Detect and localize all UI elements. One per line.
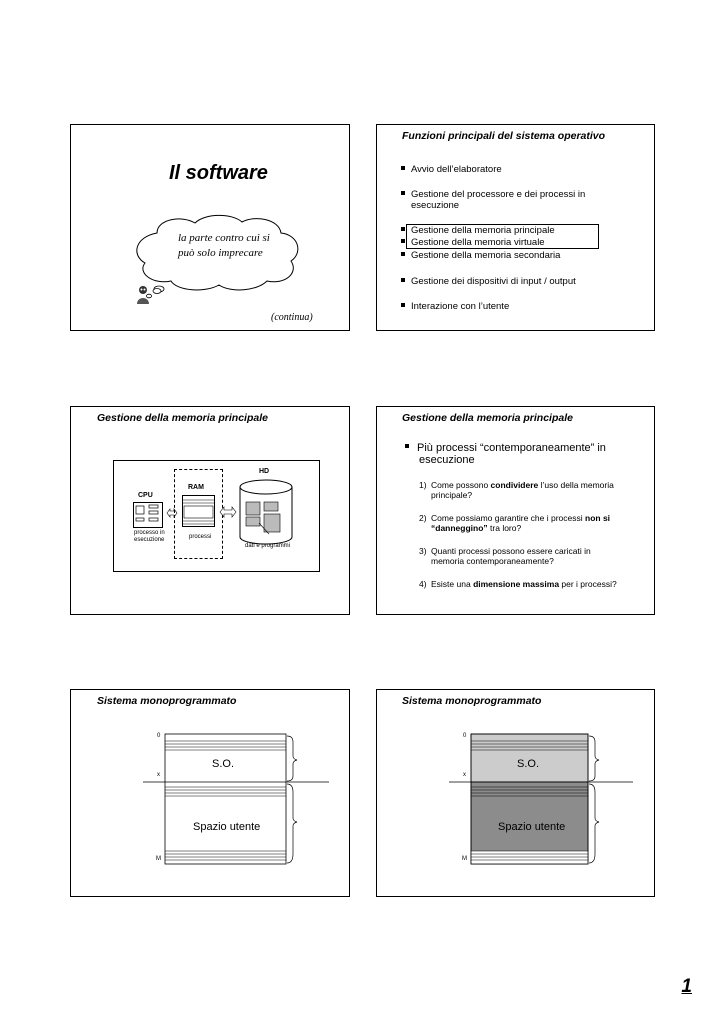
processo-label-1: processo in [134,530,165,536]
page-number: 1 [681,976,692,997]
ram-stack [182,495,215,527]
hd-cylinder [239,479,293,545]
continua-label: (continua) [271,312,313,323]
slide-title: Sistema monoprogrammato [97,695,237,707]
cloud-text-1: la parte contro cui si [178,232,270,244]
address-m: M [156,856,161,862]
numbered-item: 1) Come possono condividere l’uso della memoria principale? [419,480,614,500]
bullet-item: Interazione con l’utente [401,301,601,312]
slide-4 [376,406,655,615]
address-m: M [462,856,467,862]
user-space-label: Spazio utente [498,821,566,833]
slide-title: Funzioni principali del sistema operativo [402,130,606,142]
slide-2 [376,124,655,331]
bullet-item: Gestione del processore e dei processi in esecuzione [401,189,601,211]
processo-label-2: esecuzione [134,537,165,543]
person-icon [135,285,151,305]
ram-label: RAM [188,484,204,491]
hd-label: HD [259,468,270,475]
main-bullet: Più processi “contemporaneamente” in esecuzione [405,442,606,466]
user-space-label: Spazio utente [193,821,261,833]
slide-title: Sistema monoprogrammato [402,695,542,707]
slide-title: Gestione della memoria principale [402,412,573,424]
address-0: 0 [463,733,467,739]
numbered-item: 4) Esiste una dimensione massima per i processi? [419,579,617,589]
slide-1 [70,124,350,331]
numbered-item: 3) Quanti processi possono essere caricati in memoria contemporaneamente? [419,546,591,566]
bullet-item: Gestione della memoria principale [401,225,601,236]
address-x: x [157,772,160,778]
memory-diagram [377,690,655,897]
slide-3 [70,406,350,615]
memory-diagram [71,690,350,897]
cloud-text-2: può solo imprecare [178,247,263,259]
bullet-item: Gestione dei dispositivi di input / output [401,276,601,287]
cpu-label: CPU [138,492,153,499]
numbered-item: 2) Come possiamo garantire che i processi non si “danneggino” tra loro? [419,513,611,533]
address-x: x [463,772,466,778]
arrow-ram-hd-icon [219,505,237,519]
so-region-label: S.O. [212,758,235,770]
dati-label: dati e programmi [245,543,291,549]
so-region-label: S.O. [517,758,540,770]
slide-title: Il software [169,162,268,184]
bullet-item: Gestione della memoria secondaria [401,250,601,261]
slide-5 [70,689,350,897]
address-0: 0 [157,733,161,739]
cpu-icon [133,502,163,528]
slide-6 [376,689,655,897]
processi-label: processi [189,534,212,540]
bullet-item: Gestione della memoria virtuale [401,237,601,248]
bullet-item: Avvio dell’elaboratore [401,164,601,175]
slide-title: Gestione della memoria principale [97,412,268,424]
